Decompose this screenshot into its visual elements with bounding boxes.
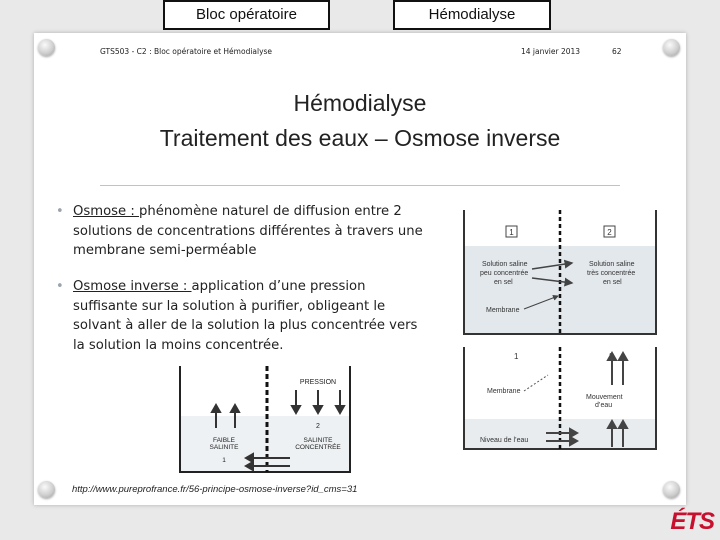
right-solution-label: très concentrée bbox=[587, 270, 636, 277]
chamber-1-label: 1 bbox=[222, 457, 226, 464]
osmosis-diagram bbox=[462, 208, 658, 338]
header-course: GTS503 - C2 : Bloc opératoire et Hémodialyse bbox=[100, 47, 273, 56]
pin-decoration bbox=[663, 481, 680, 498]
left-solution-label: en sel bbox=[494, 279, 513, 286]
movement-label: d’eau bbox=[595, 402, 613, 409]
slide-title: Hémodialyse bbox=[293, 90, 427, 116]
pin-decoration bbox=[38, 481, 55, 498]
title-divider bbox=[100, 185, 620, 186]
chamber-2-label: 2 bbox=[316, 423, 320, 430]
water-level-diagram bbox=[462, 345, 658, 453]
bullet-osmose-inverse bbox=[56, 277, 423, 355]
right-solution-label: Solution saline bbox=[589, 261, 635, 268]
membrane-label: Membrane bbox=[486, 307, 520, 314]
slide-subtitle: Traitement des eaux – Osmose inverse bbox=[159, 125, 561, 151]
ets-logo: ÉTS bbox=[670, 508, 714, 535]
box-1-label: 1 bbox=[514, 352, 519, 361]
bullet-term: Osmose : bbox=[73, 204, 139, 219]
high-salinity-label: CONCENTRÉE bbox=[295, 444, 341, 451]
bullet-dot: • bbox=[56, 204, 64, 219]
left-solution-label: peu concentrée bbox=[480, 270, 529, 277]
header-page: 62 bbox=[612, 47, 622, 56]
movement-label: Mouvement bbox=[586, 394, 623, 401]
low-salinity-label: SALINITE bbox=[209, 444, 239, 451]
box-1-label: 1 bbox=[509, 228, 514, 237]
bullet-text: phénomène naturel de diffusion entre 2 solutions de concentrations différentes à travers une membrane semi-perméable bbox=[73, 204, 423, 258]
bullet-text: application d’une pression suffisante sur la solution à purifier, obligeant le solvant à aller de la solution la plus concentrée vers la solution la moins concentrée. bbox=[73, 279, 418, 353]
source-url[interactable]: http://www.pureprofrance.fr/56-principe-osmose-inverse?id_cms=31 bbox=[72, 484, 358, 495]
pression-label: PRESSION bbox=[299, 379, 337, 386]
right-solution-label: en sel bbox=[603, 279, 622, 286]
low-salinity-label: FAIBLE bbox=[212, 437, 236, 444]
box-2-label: 2 bbox=[607, 228, 612, 237]
bullet-dot: • bbox=[56, 279, 64, 294]
tab-bloc-operatoire[interactable]: Bloc opératoire bbox=[163, 0, 330, 30]
pin-decoration bbox=[663, 39, 680, 56]
tab-hemodialyse[interactable]: Hémodialyse bbox=[393, 0, 551, 30]
left-solution-label: Solution saline bbox=[482, 261, 528, 268]
header-date: 14 janvier 2013 bbox=[521, 47, 581, 56]
pin-decoration bbox=[38, 39, 55, 56]
bullet-term: Osmose inverse : bbox=[73, 279, 192, 294]
high-salinity-label: SALINITE bbox=[303, 437, 333, 444]
reverse-osmosis-diagram bbox=[178, 366, 352, 476]
membrane-label: Membrane bbox=[487, 388, 521, 395]
bullet-osmose bbox=[56, 202, 423, 261]
water-level-label: Niveau de l’eau bbox=[480, 437, 529, 444]
